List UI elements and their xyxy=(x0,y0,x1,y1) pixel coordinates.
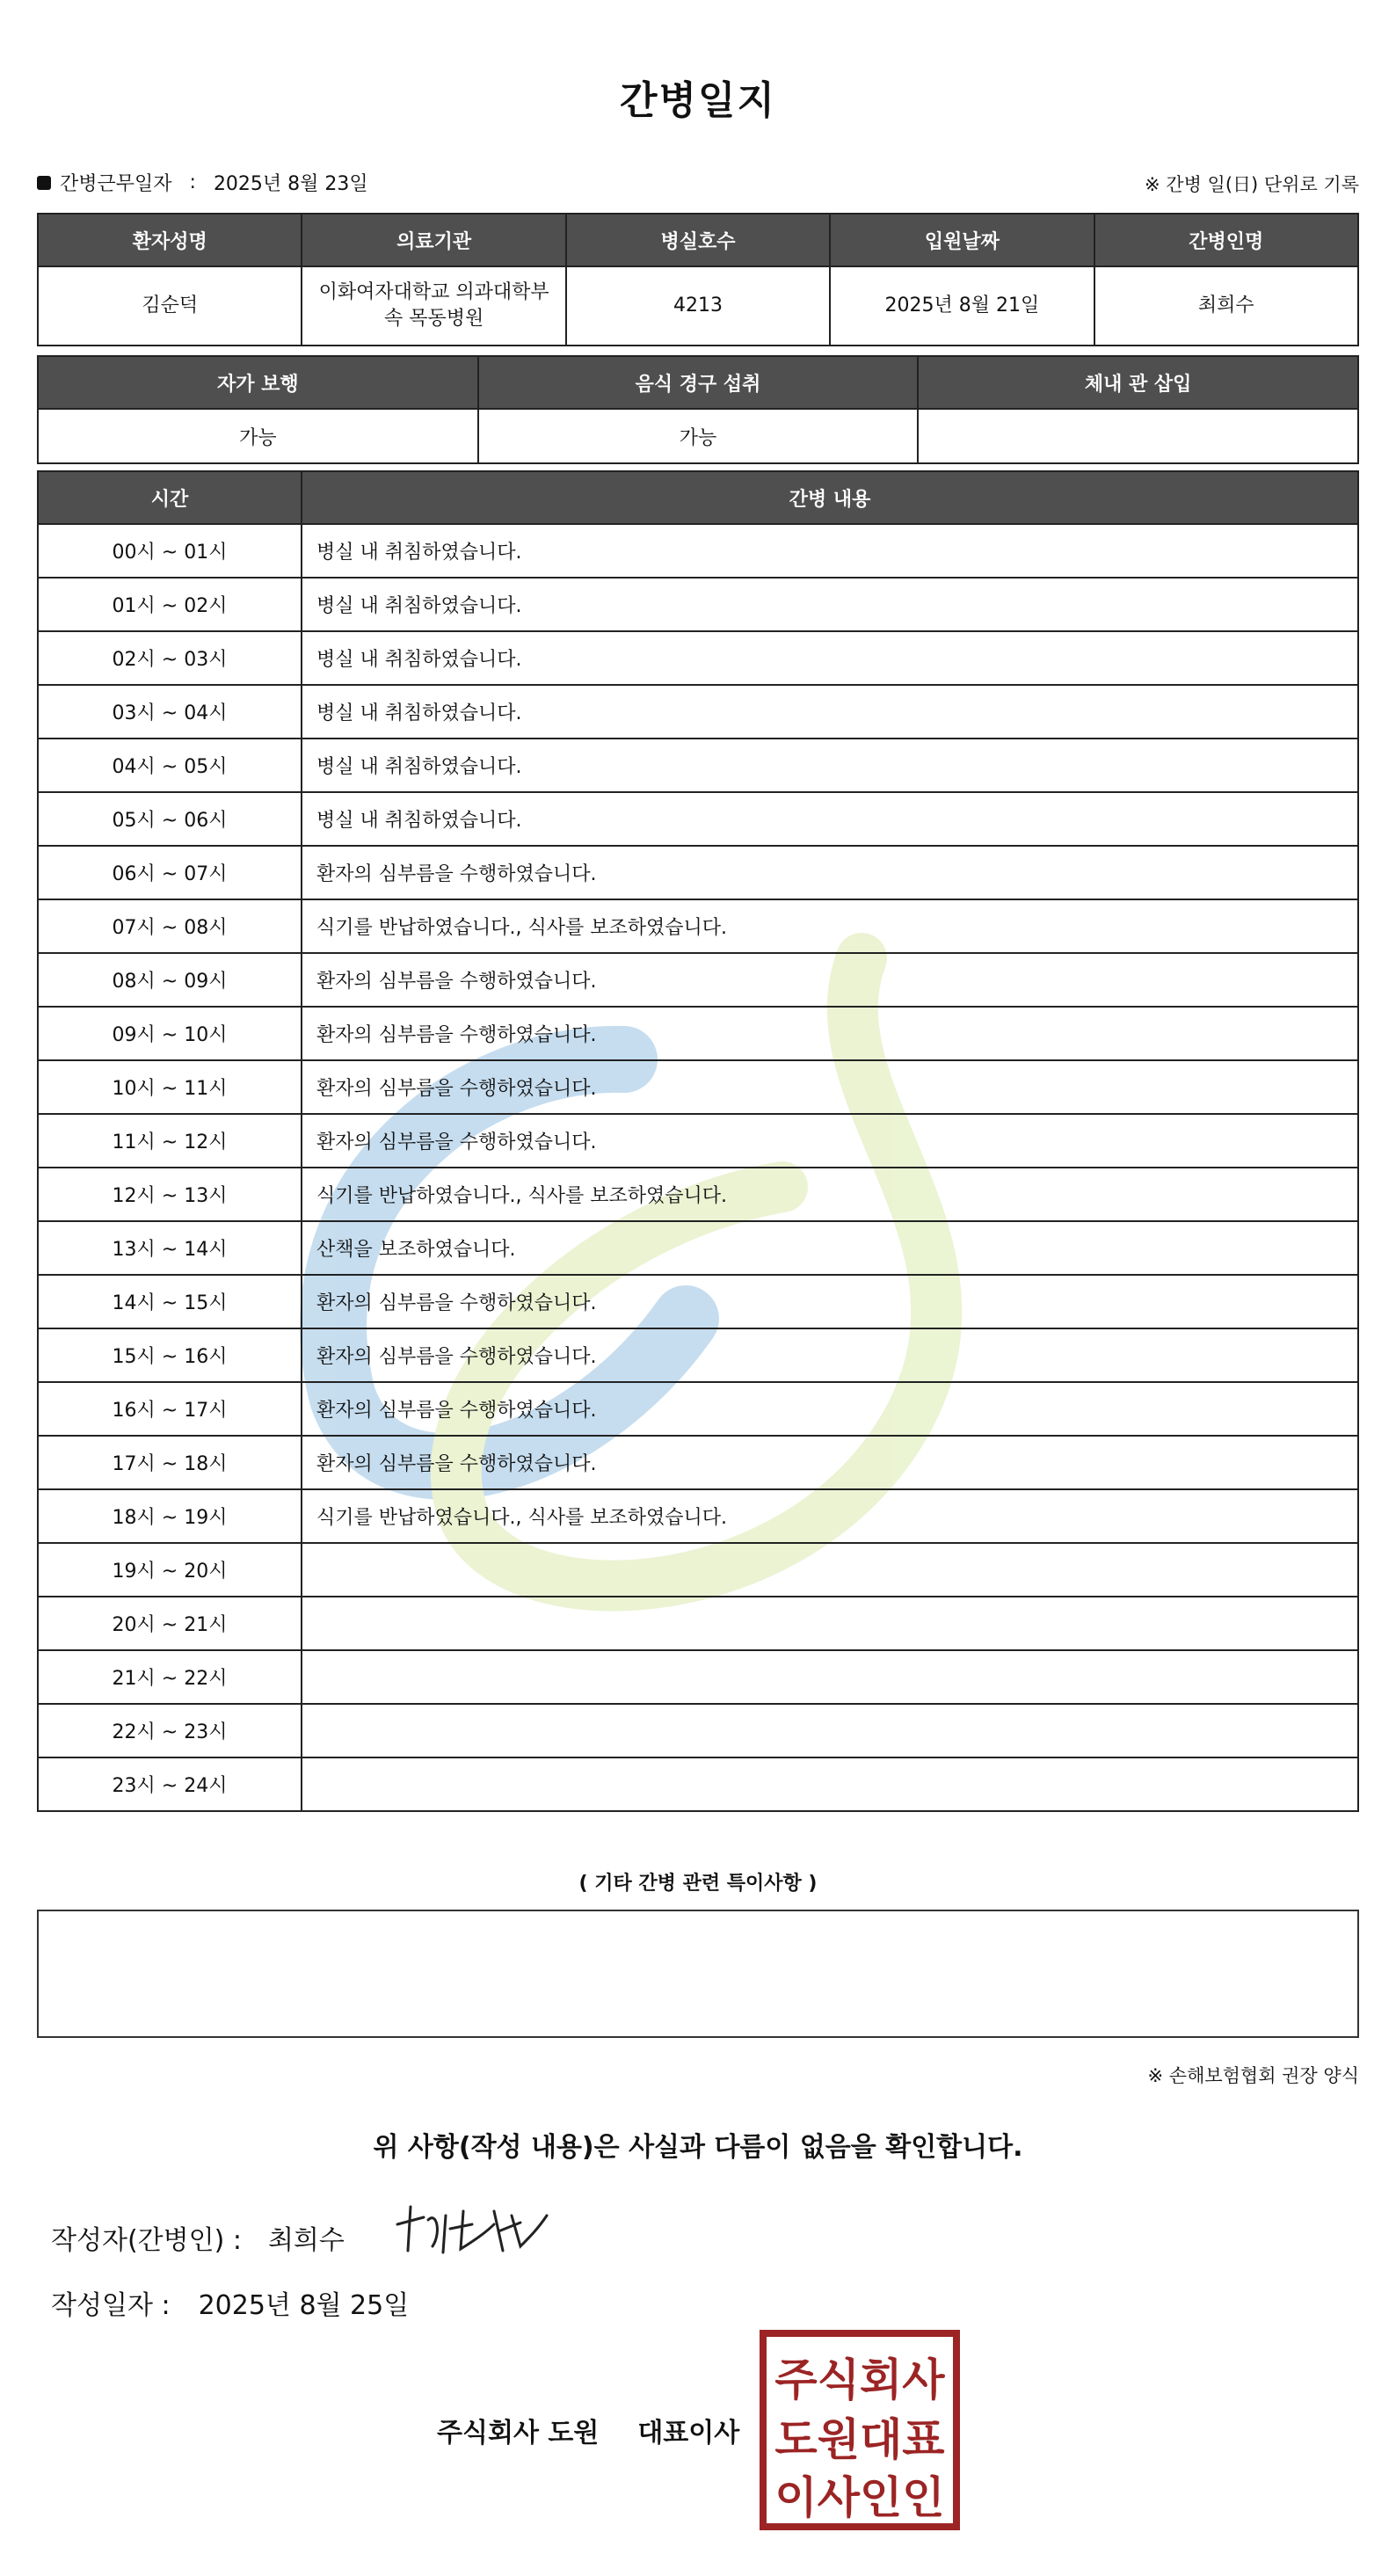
log-content: 식기를 반납하였습니다., 식사를 보조하였습니다. xyxy=(302,1168,1358,1221)
room-number: 4213 xyxy=(566,266,830,346)
page-title: 간병일지 xyxy=(619,78,776,123)
log-content: 환자의 심부름을 수행하였습니다. xyxy=(302,1382,1358,1436)
care-log-row xyxy=(38,1168,1358,1221)
remarks-box xyxy=(37,1910,1359,2038)
care-log-row xyxy=(38,1704,1358,1757)
written-date-line xyxy=(51,2283,409,2322)
care-log-row xyxy=(38,578,1358,631)
log-time: 15시 ~ 16시 xyxy=(38,1328,302,1382)
caregiver-name: 최희수 xyxy=(1094,266,1358,346)
self-walking-value: 가능 xyxy=(38,409,478,463)
log-content: 병실 내 취침하였습니다. xyxy=(302,578,1358,631)
log-content: 환자의 심부름을 수행하였습니다. xyxy=(302,1275,1358,1328)
log-time: 20시 ~ 21시 xyxy=(38,1597,302,1650)
log-content: 환자의 심부름을 수행하였습니다. xyxy=(302,1114,1358,1168)
header-oral-intake: 음식 경구 섭취 xyxy=(478,356,919,409)
log-time: 22시 ~ 23시 xyxy=(38,1704,302,1757)
writer-name: 최희수 xyxy=(267,2225,345,2256)
ability-table xyxy=(37,355,1359,464)
care-log-row xyxy=(38,846,1358,899)
care-log-row xyxy=(38,1597,1358,1650)
care-log-row xyxy=(38,1382,1358,1436)
company-name: 주식회사 도원 xyxy=(437,2418,600,2449)
ceo-title: 대표이사 xyxy=(637,2418,740,2449)
work-date-line xyxy=(37,169,368,196)
log-content xyxy=(302,1650,1358,1704)
log-time: 08시 ~ 09시 xyxy=(38,953,302,1007)
header-tube-insertion: 체내 관 삽입 xyxy=(918,356,1358,409)
care-log-row xyxy=(38,1060,1358,1114)
log-content: 병실 내 취침하였습니다. xyxy=(302,792,1358,846)
company-line xyxy=(437,2411,739,2449)
care-log-row xyxy=(38,685,1358,739)
care-log-rows xyxy=(38,524,1358,1811)
header-caregiver-name: 간병인명 xyxy=(1094,214,1358,266)
log-time: 21시 ~ 22시 xyxy=(38,1650,302,1704)
log-time: 07시 ~ 08시 xyxy=(38,899,302,953)
log-content xyxy=(302,1597,1358,1650)
care-log-row xyxy=(38,1489,1358,1543)
care-log-row xyxy=(38,953,1358,1007)
log-content: 환자의 심부름을 수행하였습니다. xyxy=(302,1328,1358,1382)
log-time: 00시 ~ 01시 xyxy=(38,524,302,578)
log-time: 04시 ~ 05시 xyxy=(38,739,302,792)
log-content: 환자의 심부름을 수행하였습니다. xyxy=(302,1007,1358,1060)
work-date-label: 간병근무일자 xyxy=(60,173,172,195)
header-admission-date: 입원날짜 xyxy=(830,214,1094,266)
header-room-number: 병실호수 xyxy=(566,214,830,266)
care-log-row xyxy=(38,899,1358,953)
log-content: 병실 내 취침하였습니다. xyxy=(302,524,1358,578)
header-time: 시간 xyxy=(38,471,302,524)
log-content: 산책을 보조하였습니다. xyxy=(302,1221,1358,1275)
log-content: 환자의 심부름을 수행하였습니다. xyxy=(302,1436,1358,1489)
care-log-row xyxy=(38,1114,1358,1168)
work-date-separator: : xyxy=(189,171,196,193)
care-log-row xyxy=(38,1543,1358,1597)
work-date-value: 2025년 8월 23일 xyxy=(213,173,368,195)
handwritten-signature xyxy=(389,2198,564,2268)
log-time: 09시 ~ 10시 xyxy=(38,1007,302,1060)
care-log-row xyxy=(38,1275,1358,1328)
log-time: 19시 ~ 20시 xyxy=(38,1543,302,1597)
ability-value-row xyxy=(38,409,1358,463)
log-time: 18시 ~ 19시 xyxy=(38,1489,302,1543)
care-log-row xyxy=(38,792,1358,846)
header-hospital: 의료기관 xyxy=(302,214,565,266)
ability-header-row xyxy=(38,356,1358,409)
log-content: 식기를 반납하였습니다., 식사를 보조하였습니다. xyxy=(302,899,1358,953)
care-log-row xyxy=(38,524,1358,578)
record-unit-note: ※ 간병 일(日) 단위로 기록 xyxy=(1145,174,1359,195)
seal-line-1: 주식회사 xyxy=(774,2354,945,2405)
log-time: 02시 ~ 03시 xyxy=(38,631,302,685)
square-bullet-icon xyxy=(37,176,51,190)
header-patient-name: 환자성명 xyxy=(38,214,302,266)
company-seal-stamp xyxy=(760,2330,960,2530)
hospital-name: 이화여자대학교 의과대학부속 목동병원 xyxy=(302,266,565,346)
form-note: ※ 손해보험협회 권장 양식 xyxy=(1147,2065,1359,2086)
log-time: 05시 ~ 06시 xyxy=(38,792,302,846)
log-content: 환자의 심부름을 수행하였습니다. xyxy=(302,1060,1358,1114)
log-content: 식기를 반납하였습니다., 식사를 보조하였습니다. xyxy=(302,1489,1358,1543)
log-content xyxy=(302,1704,1358,1757)
log-content: 환자의 심부름을 수행하였습니다. xyxy=(302,846,1358,899)
tube-insertion-value xyxy=(918,409,1358,463)
seal-line-3: 이사인인 xyxy=(774,2472,945,2523)
patient-name: 김순덕 xyxy=(38,266,302,346)
log-content xyxy=(302,1543,1358,1597)
log-time: 16시 ~ 17시 xyxy=(38,1382,302,1436)
log-time: 23시 ~ 24시 xyxy=(38,1757,302,1811)
oral-intake-value: 가능 xyxy=(478,409,919,463)
care-log-row xyxy=(38,1007,1358,1060)
patient-info-header-row xyxy=(38,214,1358,266)
seal-line-2: 도원대표 xyxy=(774,2414,945,2465)
header-self-walking: 자가 보행 xyxy=(38,356,478,409)
log-time: 13시 ~ 14시 xyxy=(38,1221,302,1275)
header-care-content: 간병 내용 xyxy=(302,471,1358,524)
log-content: 병실 내 취침하였습니다. xyxy=(302,739,1358,792)
log-time: 17시 ~ 18시 xyxy=(38,1436,302,1489)
writer-label: 작성자(간병인) : xyxy=(51,2225,242,2256)
care-log-header-row xyxy=(38,471,1358,524)
care-log-row xyxy=(38,739,1358,792)
care-log-row xyxy=(38,1650,1358,1704)
patient-info-value-row xyxy=(38,266,1358,346)
log-time: 03시 ~ 04시 xyxy=(38,685,302,739)
care-log-row xyxy=(38,1328,1358,1382)
care-log-row xyxy=(38,1436,1358,1489)
log-content: 환자의 심부름을 수행하였습니다. xyxy=(302,953,1358,1007)
log-content: 병실 내 취침하였습니다. xyxy=(302,631,1358,685)
patient-info-table xyxy=(37,213,1359,346)
log-time: 11시 ~ 12시 xyxy=(38,1114,302,1168)
admission-date: 2025년 8월 21일 xyxy=(830,266,1094,346)
care-log-row xyxy=(38,631,1358,685)
writer-line xyxy=(51,2218,345,2257)
log-time: 06시 ~ 07시 xyxy=(38,846,302,899)
written-date-value: 2025년 8월 25일 xyxy=(198,2290,410,2321)
remarks-title: ( 기타 간병 관련 특이사항 ) xyxy=(578,1873,818,1895)
log-time: 01시 ~ 02시 xyxy=(38,578,302,631)
care-log-row xyxy=(38,1757,1358,1811)
log-time: 12시 ~ 13시 xyxy=(38,1168,302,1221)
log-time: 10시 ~ 11시 xyxy=(38,1060,302,1114)
care-log-row xyxy=(38,1221,1358,1275)
log-content xyxy=(302,1757,1358,1811)
log-content: 병실 내 취침하였습니다. xyxy=(302,685,1358,739)
written-date-label: 작성일자 : xyxy=(51,2290,171,2321)
care-log-table xyxy=(37,470,1359,1812)
log-time: 14시 ~ 15시 xyxy=(38,1275,302,1328)
confirmation-statement: 위 사항(작성 내용)은 사실과 다름이 없음을 확인합니다. xyxy=(373,2132,1023,2163)
